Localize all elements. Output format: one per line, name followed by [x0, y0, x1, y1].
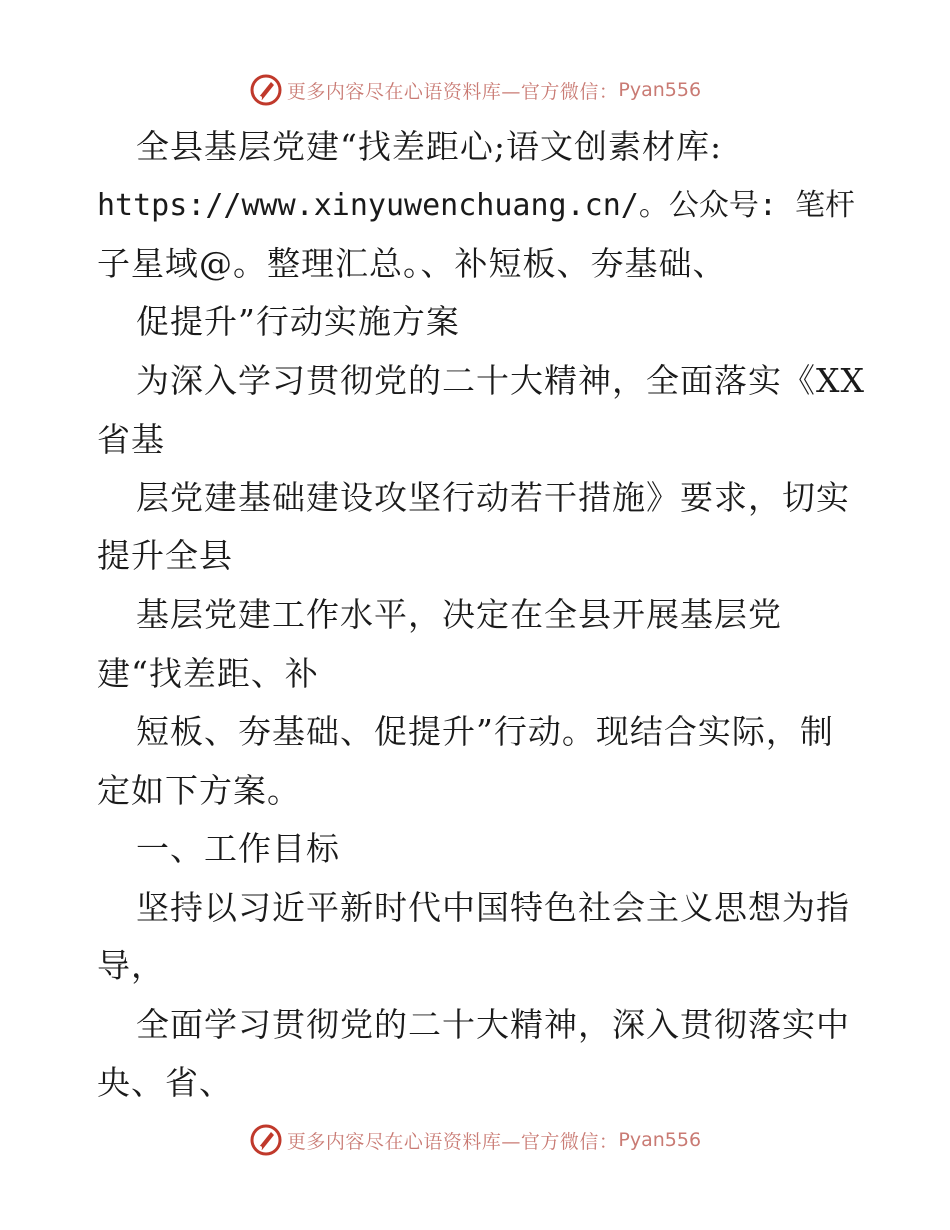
footer-watermark-banner [0, 1120, 950, 1160]
text-line: 导， [97, 946, 165, 985]
banner-text: 更多内容尽在心语资料库—官方微信： [286, 1130, 619, 1153]
text-line: 短板、夯基础、促提升”行动。现结合实际，制 [136, 712, 834, 751]
banner-text: 更多内容尽在心语资料库—官方微信： [286, 80, 619, 103]
pen-logo-icon [249, 1123, 283, 1157]
text-line: 为深入学习贯彻党的二十大精神，全面落实《XX [136, 361, 865, 400]
banner-handle: Pyan556 [618, 1129, 702, 1151]
text-line: 全面学习贯彻党的二十大精神，深入贯彻落实中 [136, 1005, 850, 1044]
banner-handle: Pyan556 [618, 79, 702, 101]
header-watermark-banner [0, 70, 950, 110]
text-line: 央、省、 [97, 1063, 233, 1102]
text-line: 坚持以习近平新时代中国特色社会主义思想为指 [136, 888, 850, 927]
text-line: 建“找差距、补 [97, 654, 319, 693]
text-line: 子星域@。整理汇总。、补短板、夯基础、 [97, 244, 727, 283]
section-heading: 一、工作目标 [136, 829, 340, 868]
text-line: https://www.xinyuwenchuang.cn/。公众号: 笔杆 [97, 188, 855, 223]
text-line: 提升全县 [97, 536, 233, 575]
text-line: 省基 [97, 420, 165, 459]
text-line: 定如下方案。 [97, 771, 301, 810]
text-line: 全县基层党建“找差距心;语文创素材库: [136, 127, 723, 166]
text-line: 层党建基础建设攻坚行动若干措施》要求，切实 [136, 478, 850, 517]
pen-logo-icon [249, 73, 283, 107]
text-line: 促提升”行动实施方案 [136, 302, 460, 341]
text-line: 基层党建工作水平，决定在全县开展基层党 [136, 595, 782, 634]
